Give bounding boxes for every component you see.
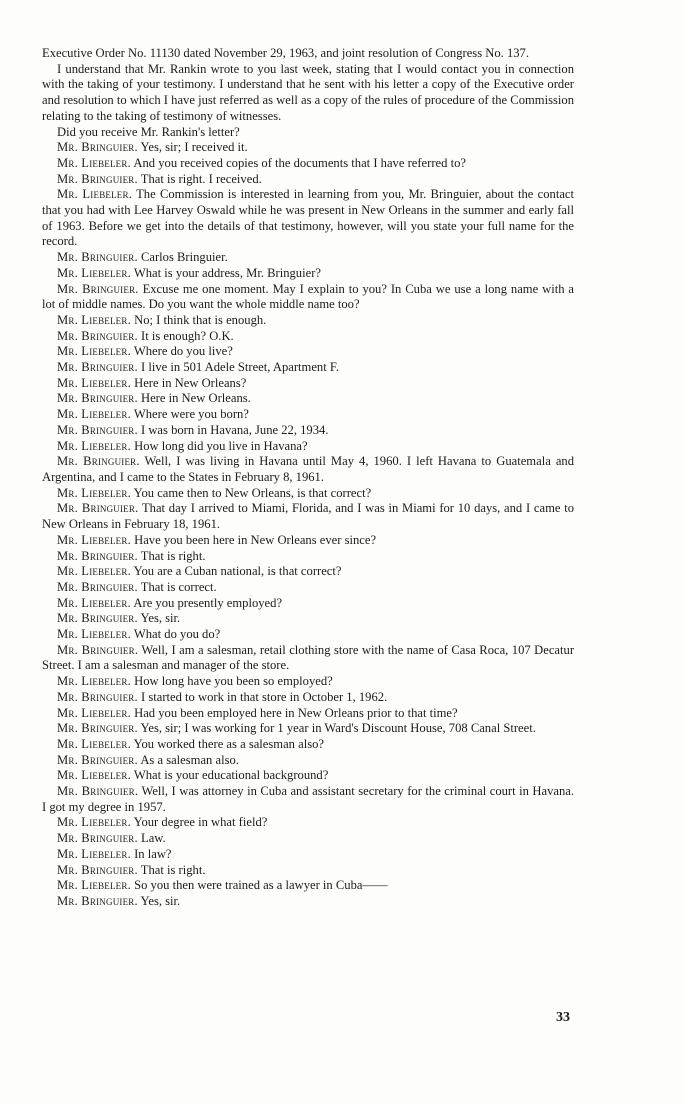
paragraph-text: You worked there as a salesman also? (133, 736, 325, 751)
transcript-paragraph (42, 674, 574, 690)
transcript-paragraph (42, 596, 574, 612)
transcript-paragraph (42, 847, 574, 863)
paragraph-text: No; I think that is enough. (134, 312, 267, 327)
speaker-label: Mr. Bringuier. (57, 689, 138, 704)
speaker-label: Mr. Liebeler. (57, 674, 131, 689)
paragraph-text: Have you been here in New Orleans ever since? (134, 532, 377, 547)
transcript-paragraph (42, 313, 574, 329)
speaker-label: Mr. Bringuier. (57, 752, 138, 767)
speaker-label: Mr. Liebeler. (57, 736, 131, 751)
speaker-label: Mr. Bringuier. (57, 642, 139, 657)
speaker-label: Mr. Bringuier. (57, 579, 138, 594)
paragraph-text: Yes, sir. (140, 611, 181, 626)
speaker-label: Mr. Liebeler. (57, 564, 131, 579)
transcript-paragraph (42, 627, 574, 643)
transcript-paragraph (42, 863, 574, 879)
paragraph-text: What is your educational background? (133, 768, 329, 783)
speaker-label: Mr. Bringuier. (57, 391, 138, 406)
speaker-label: Mr. Liebeler. (57, 312, 131, 327)
paragraph-text: You are a Cuban national, is that correct? (133, 564, 342, 579)
paragraph-text: Yes, sir. (140, 893, 181, 908)
paragraph-text: Here in New Orleans. (141, 391, 251, 406)
speaker-label: Mr. Liebeler. (57, 532, 131, 547)
paragraph-text: Excuse me one moment. May I explain to you? In Cuba we use a long name with a lot of middle names. Do you want the whole middle name too? (42, 281, 575, 312)
transcript-paragraph (42, 407, 574, 423)
paragraph-text: Carlos Bringuier. (141, 250, 228, 265)
paragraph-text: That is right. (140, 548, 206, 563)
transcript-paragraph (42, 580, 574, 596)
paragraph-text: Well, I was attorney in Cuba and assistant secretary for the criminal court in Havana. I got my degree in 1957. (42, 784, 574, 814)
speaker-label: Mr. Liebeler. (57, 627, 131, 642)
speaker-label: Mr. Bringuier. (57, 454, 140, 469)
speaker-label: Mr. Liebeler. (57, 815, 131, 830)
speaker-label: Mr. Liebeler. (57, 595, 131, 610)
paragraph-text: Executive Order No. 11130 dated November 29, 1963, and joint resolution of Congress No. 137. (42, 46, 529, 60)
paragraph-text: That is right. I received. (140, 171, 262, 186)
transcript-paragraph (42, 894, 574, 910)
transcript-paragraph (42, 250, 574, 266)
paragraph-text: I live in 501 Adele Street, Apartment F. (141, 360, 340, 375)
transcript-paragraph (42, 486, 574, 502)
paragraph-text: That day I arrived to Miami, Florida, and I was in Miami for 10 days, and I came to New Orleans in February 18, 1961. (42, 501, 574, 532)
transcript-paragraph (42, 549, 574, 565)
transcript-paragraph (42, 737, 574, 753)
paragraph-text: Yes, sir; I was working for 1 year in Ward's Discount House, 708 Canal Street. (140, 721, 536, 736)
transcript-paragraph (42, 360, 574, 376)
transcript-paragraph (42, 611, 574, 627)
speaker-label: Mr. Liebeler. (57, 768, 131, 783)
paragraph-text: And you received copies of the documents that I have referred to? (133, 155, 466, 170)
transcript-paragraph (42, 878, 574, 894)
speaker-label: Mr. Bringuier. (57, 250, 138, 265)
transcript-paragraph (42, 266, 574, 282)
speaker-label: Mr. Bringuier. (57, 611, 138, 626)
speaker-label: Mr. Bringuier. (57, 548, 138, 563)
paragraph-text: Did you receive Mr. Rankin's letter? (57, 124, 240, 139)
paragraph-text: Law. (141, 831, 166, 846)
transcript-paragraph (42, 140, 574, 156)
speaker-label: Mr. Liebeler. (57, 265, 131, 280)
paragraph-text: Yes, sir; I received it. (140, 140, 248, 155)
transcript-paragraph (42, 564, 574, 580)
transcript-paragraph (42, 172, 574, 188)
paragraph-text: Had you been employed here in New Orleans prior to that time? (134, 705, 458, 720)
paragraph-text: Here in New Orleans? (134, 375, 247, 390)
testimony-text (42, 46, 574, 910)
speaker-label: Mr. Liebeler. (57, 187, 133, 202)
transcript-paragraph (42, 156, 574, 172)
transcript-paragraph (42, 706, 574, 722)
transcript-paragraph (42, 753, 574, 769)
speaker-label: Mr. Bringuier. (57, 281, 139, 296)
speaker-label: Mr. Liebeler. (57, 407, 131, 422)
speaker-label: Mr. Bringuier. (57, 784, 139, 799)
transcript-paragraph (42, 831, 574, 847)
paragraph-text: How long did you live in Havana? (134, 438, 308, 453)
paragraph-text: How long have you been so employed? (134, 674, 333, 689)
transcript-paragraph (42, 533, 574, 549)
paragraph-text: It is enough? O.K. (141, 328, 234, 343)
speaker-label: Mr. Liebeler. (57, 878, 131, 893)
transcript-paragraph (42, 815, 574, 831)
paragraph-text: In law? (134, 846, 172, 861)
speaker-label: Mr. Bringuier. (57, 360, 138, 375)
transcript-paragraph (42, 690, 574, 706)
speaker-label: Mr. Bringuier. (57, 501, 139, 516)
paragraph-text: Where do you live? (133, 344, 233, 359)
transcript-paragraph (42, 643, 574, 674)
transcript-paragraph (42, 187, 574, 250)
speaker-label: Mr. Liebeler. (57, 846, 131, 861)
paragraph-text: Well, I was living in Havana until May 4, 1960. I left Havana to Guatemala and Argentina, and I came to the States in February 8, 1961. (42, 454, 574, 484)
speaker-label: Mr. Liebeler. (57, 375, 131, 390)
transcript-paragraph (42, 125, 574, 141)
paragraph-text: What is your address, Mr. Bringuier? (133, 265, 321, 280)
transcript-paragraph (42, 784, 574, 815)
paragraph-text: That is right. (140, 862, 206, 877)
paragraph-text: As a salesman also. (140, 752, 239, 767)
paragraph-text: Are you presently employed? (133, 595, 283, 610)
speaker-label: Mr. Liebeler. (57, 705, 131, 720)
speaker-label: Mr. Bringuier. (57, 328, 138, 343)
transcript-paragraph (42, 344, 574, 360)
speaker-label: Mr. Liebeler. (57, 155, 131, 170)
paragraph-text: What do you do? (133, 627, 221, 642)
page-number: 33 (556, 1010, 570, 1025)
paragraph-text: Your degree in what field? (133, 815, 268, 830)
paragraph-text: I understand that Mr. Rankin wrote to you last week, stating that I would contact you in connection with the taking of your testimony. I understand that he sent with his letter a copy of the Executive order and resolution to which I have just referred as well as a copy of the rules of procedure of the Commission relating to the taking of testimony of witnesses. (42, 61, 574, 123)
transcript-paragraph (42, 62, 574, 125)
speaker-label: Mr. Liebeler. (57, 344, 131, 359)
paragraph-text: Well, I am a salesman, retail clothing store with the name of Casa Roca, 107 Decatur Street. I am a salesman and manager of the store. (42, 642, 575, 673)
speaker-label: Mr. Bringuier. (57, 831, 138, 846)
transcript-paragraph (42, 439, 574, 455)
paragraph-text: I started to work in that store in October 1, 1962. (141, 689, 388, 704)
speaker-label: Mr. Bringuier. (57, 422, 138, 437)
speaker-label: Mr. Bringuier. (57, 721, 138, 736)
speaker-label: Mr. Bringuier. (57, 171, 138, 186)
transcript-paragraph (42, 329, 574, 345)
speaker-label: Mr. Liebeler. (57, 438, 131, 453)
paragraph-text: I was born in Havana, June 22, 1934. (141, 422, 329, 437)
speaker-label: Mr. Bringuier. (57, 140, 138, 155)
transcript-paragraph (42, 501, 574, 532)
transcript-paragraph (42, 376, 574, 392)
transcript-paragraph (42, 391, 574, 407)
paragraph-text: So you then were trained as a lawyer in Cuba—— (134, 878, 388, 893)
paragraph-text: The Commission is interested in learning from you, Mr. Bringuier, about the contact that you had with Lee Harvey Oswald while he was present in New Orleans in the summer and early fall of 1963. Before we get into the details of that testimony, however, will you state your full name for the record. (42, 187, 574, 249)
paragraph-text: Where were you born? (133, 407, 249, 422)
transcript-paragraph (42, 46, 574, 62)
paragraph-text: You came then to New Orleans, is that correct? (133, 485, 372, 500)
speaker-label: Mr. Liebeler. (57, 485, 131, 500)
transcript-paragraph (42, 768, 574, 784)
speaker-label: Mr. Bringuier. (57, 893, 138, 908)
transcript-paragraph (42, 454, 574, 485)
transcript-paragraph (42, 721, 574, 737)
transcript-paragraph (42, 282, 574, 313)
paragraph-text: That is correct. (140, 579, 217, 594)
transcript-paragraph (42, 423, 574, 439)
speaker-label: Mr. Bringuier. (57, 862, 138, 877)
